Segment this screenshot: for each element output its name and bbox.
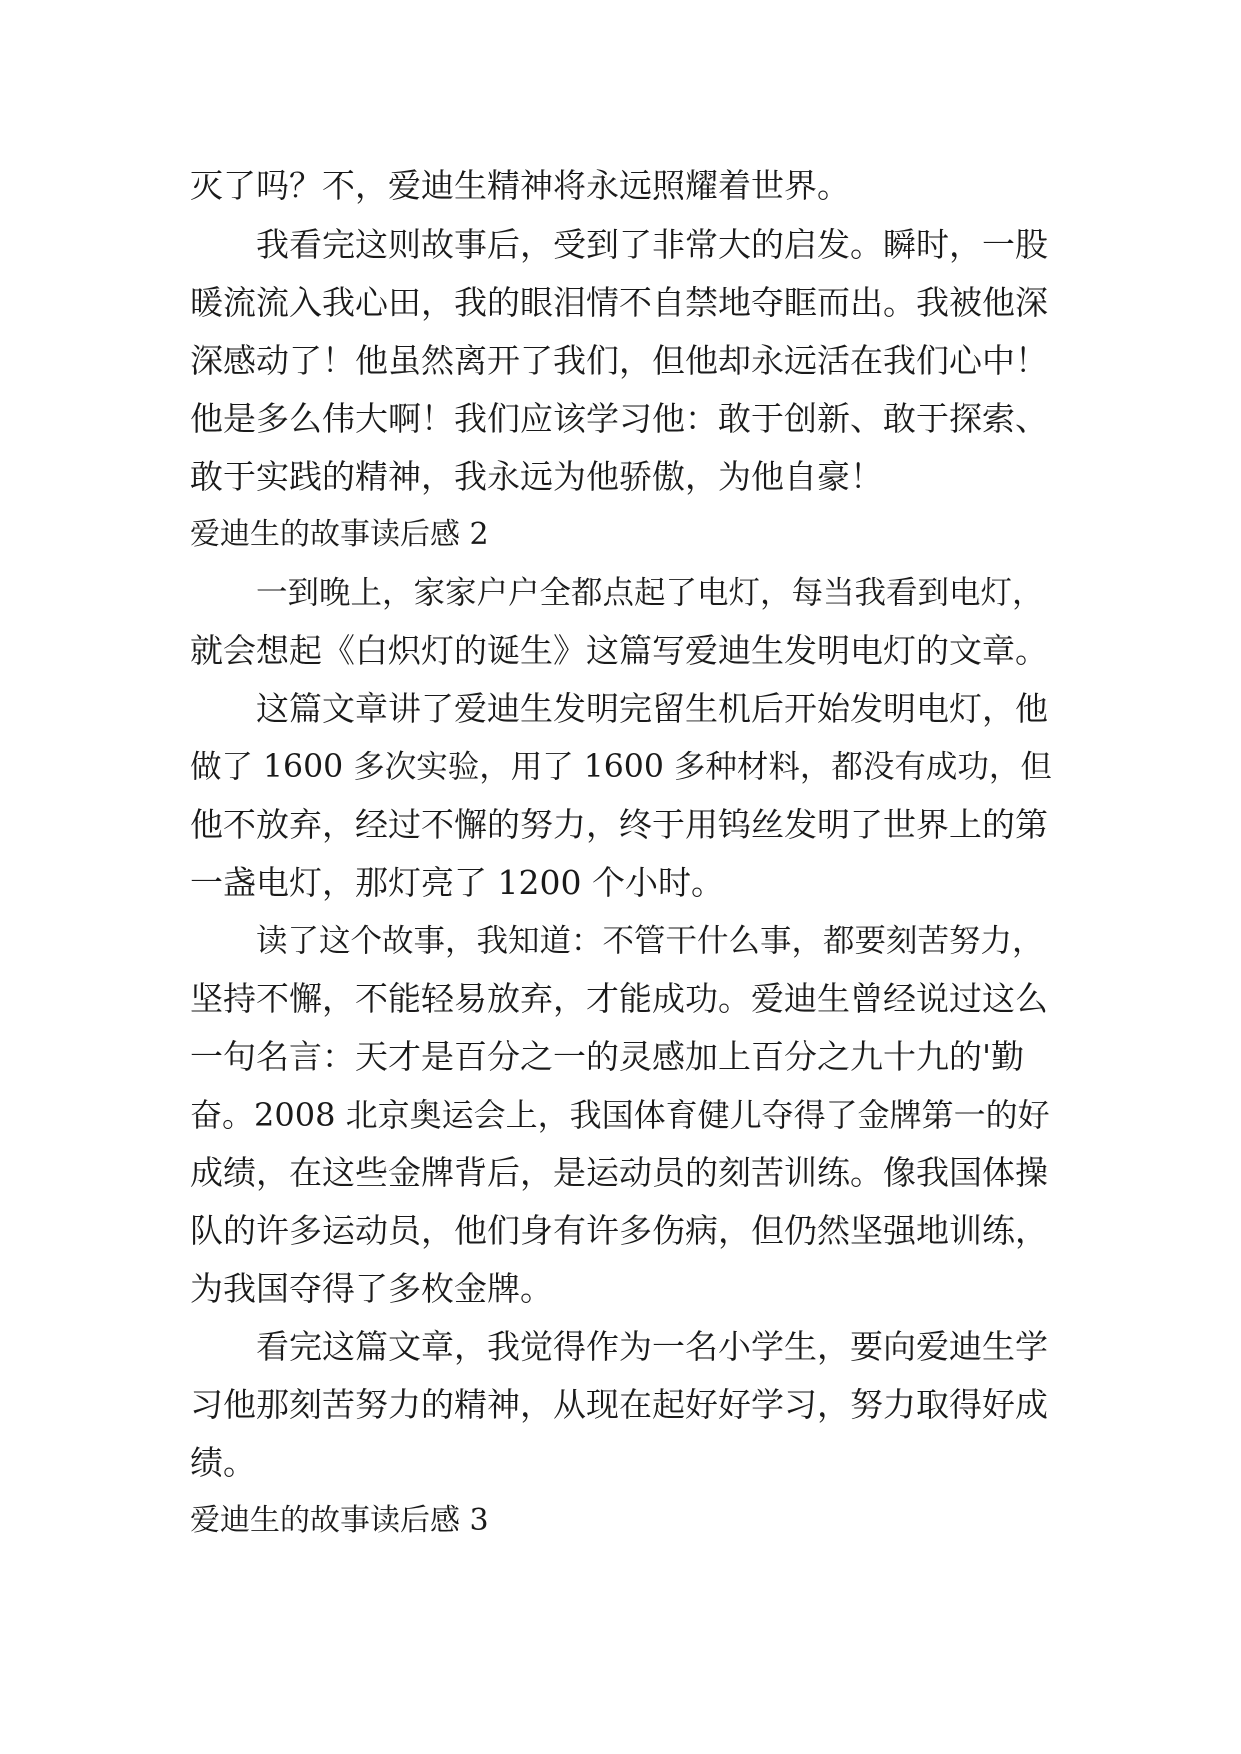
text-line: 绩。	[190, 1443, 256, 1482]
paragraph-first-line: 看完这篇文章，我觉得作为一名小学生，要向爱迪生学	[256, 1327, 1048, 1366]
paragraph-first-line: 我看完这则故事后，受到了非常大的启发。瞬时，一股	[256, 225, 1048, 264]
text-line: 他是多么伟大啊！我们应该学习他：敢于创新、敢于探索、	[190, 399, 1048, 438]
text-line: 一盏电灯，那灯亮了 1200 个小时。	[190, 863, 724, 902]
text-line: 奋。2008 北京奥运会上，我国体育健儿夺得了金牌第一的好	[190, 1096, 1050, 1134]
paragraph-first-line: 一到晚上，家家户户全都点起了电灯，每当我看到电灯，	[256, 575, 1044, 611]
text-line: 一句名言：天才是百分之一的灵感加上百分之九十九的'勤	[190, 1037, 1025, 1076]
text-line: 敢于实践的精神，我永远为他骄傲，为他自豪！	[190, 457, 883, 496]
paragraph-first-line: 读了这个故事，我知道：不管干什么事，都要刻苦努力，	[256, 923, 1044, 959]
text-line: 做了 1600 多次实验，用了 1600 多种材料，都没有成功，但	[190, 749, 1052, 785]
text-line: 习他那刻苦努力的精神，从现在起好好学习，努力取得好成	[190, 1385, 1048, 1424]
text-line: 队的许多运动员，他们身有许多伤病，但仍然坚强地训练，	[190, 1211, 1048, 1250]
text-line: 为我国夺得了多枚金牌。	[190, 1269, 553, 1308]
text-line: 灭了吗？不，爱迪生精神将永远照耀着世界。	[190, 166, 850, 205]
text-line: 坚持不懈，不能轻易放弃，才能成功。爱迪生曾经说过这么	[190, 979, 1048, 1018]
paragraph-first-line: 这篇文章讲了爱迪生发明完留生机后开始发明电灯，他	[256, 689, 1048, 728]
section-heading: 爱迪生的故事读后感 2	[190, 517, 489, 552]
section-heading: 爱迪生的故事读后感 3	[190, 1503, 489, 1538]
text-line: 成绩，在这些金牌背后，是运动员的刻苦训练。像我国体操	[190, 1153, 1048, 1192]
text-line: 深感动了！他虽然离开了我们，但他却永远活在我们心中！	[190, 341, 1048, 380]
text-line: 他不放弃，经过不懈的努力，终于用钨丝发明了世界上的第	[190, 805, 1048, 844]
text-line: 暖流流入我心田，我的眼泪情不自禁地夺眶而出。我被他深	[190, 283, 1048, 322]
text-line: 就会想起《白炽灯的诞生》这篇写爱迪生发明电灯的文章。	[190, 631, 1048, 670]
